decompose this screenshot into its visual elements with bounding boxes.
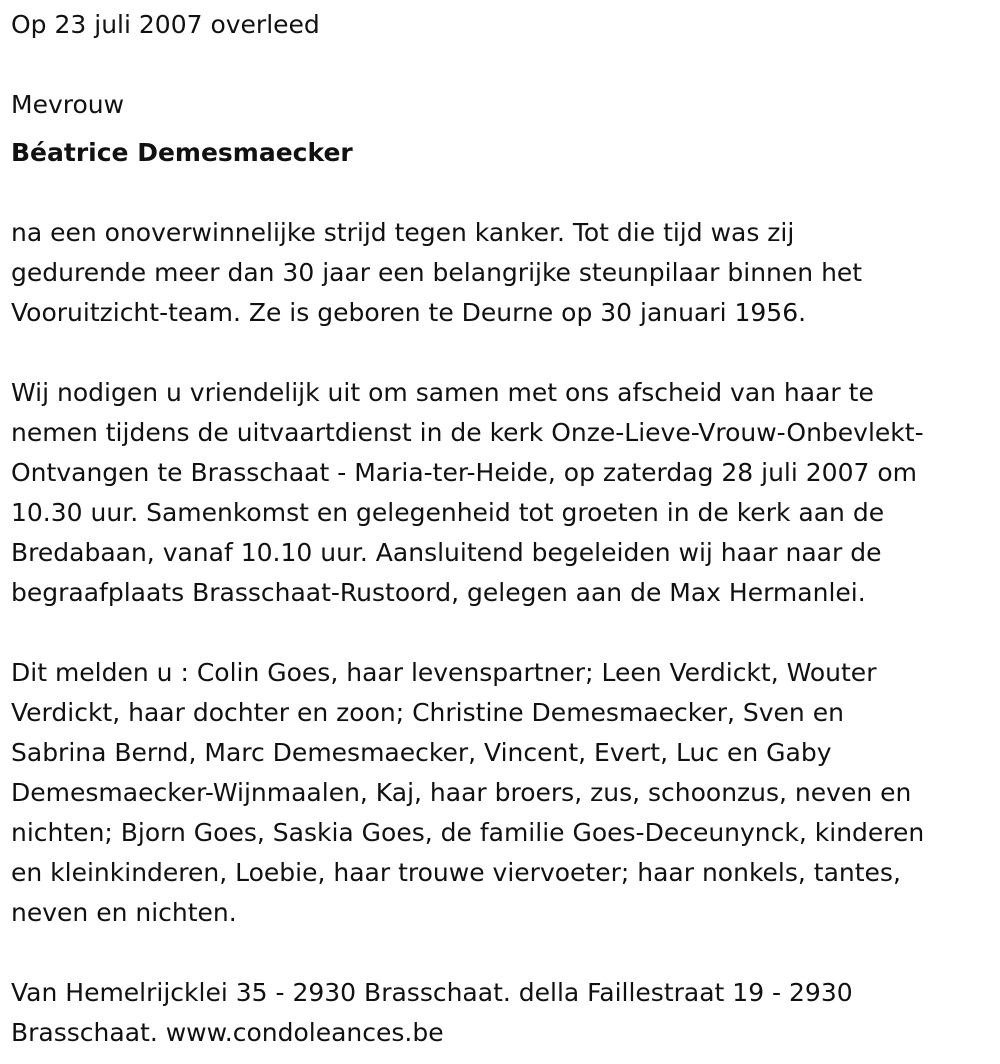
- text-line: na een onoverwinnelijke strijd tegen kanker. Tot die tijd was zij: [11, 218, 795, 247]
- text-line: begraafplaats Brasschaat-Rustoord, gelegen aan de Max Hermanlei.: [11, 578, 866, 607]
- text-line: Verdickt, haar dochter en zoon; Christine Demesmaecker, Sven en: [11, 698, 844, 727]
- text-line: Wij nodigen u vriendelijk uit om samen met ons afscheid van haar te: [11, 378, 874, 407]
- text-line: Demesmaecker-Wijnmaalen, Kaj, haar broers, zus, schoonzus, neven en: [11, 778, 912, 807]
- paragraph-addresses: [11, 973, 1000, 1053]
- text-line: nemen tijdens de uitvaartdienst in de kerk Onze-Lieve-Vrouw-Onbevlekt-: [11, 418, 924, 447]
- honorific: Mevrouw: [11, 90, 125, 119]
- text-line: Ontvangen te Brasschaat - Maria-ter-Heide, op zaterdag 28 juli 2007 om: [11, 458, 917, 487]
- paragraph-cause: [11, 213, 1000, 333]
- deceased-name: Béatrice Demesmaecker: [11, 138, 353, 167]
- text-line: Bredabaan, vanaf 10.10 uur. Aansluitend begeleiden wij haar naar de: [11, 538, 882, 567]
- text-line: neven en nichten.: [11, 898, 237, 927]
- text-line: Van Hemelrijcklei 35 - 2930 Brasschaat. della Faillestraat 19 - 2930: [11, 978, 853, 1007]
- text-line: nichten; Bjorn Goes, Saskia Goes, de familie Goes-Deceunynck, kinderen: [11, 818, 925, 847]
- intro-line: Op 23 juli 2007 overleed: [11, 10, 320, 39]
- text-line: 10.30 uur. Samenkomst en gelegenheid tot groeten in de kerk aan de: [11, 498, 885, 527]
- text-line: gedurende meer dan 30 jaar een belangrijke steunpilaar binnen het: [11, 258, 863, 287]
- text-line: Brasschaat. www.condoleances.be: [11, 1018, 444, 1047]
- paragraph-funeral-invitation: [11, 373, 1000, 613]
- paragraph-family: [11, 653, 1000, 933]
- text-line: Sabrina Bernd, Marc Demesmaecker, Vincent, Evert, Luc en Gaby: [11, 738, 832, 767]
- text-line: Dit melden u : Colin Goes, haar levenspartner; Leen Verdickt, Wouter: [11, 658, 877, 687]
- text-line: Vooruitzicht-team. Ze is geboren te Deurne op 30 januari 1956.: [11, 298, 807, 327]
- text-line: en kleinkinderen, Loebie, haar trouwe viervoeter; haar nonkels, tantes,: [11, 858, 901, 887]
